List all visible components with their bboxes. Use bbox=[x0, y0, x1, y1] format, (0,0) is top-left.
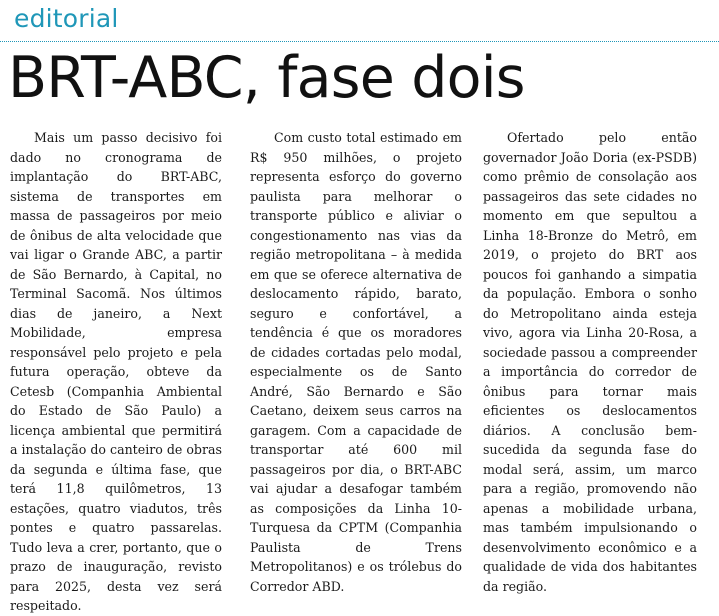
section-label: editorial bbox=[14, 4, 119, 33]
section-divider bbox=[0, 41, 719, 42]
article-column-2: Com custo total estimado em R$ 950 milhões, o projeto representa esforço do governo paulista para melhorar o transporte público e aliviar o congestionamento nas vias da região metropolitana – à medida em que se oferece alternativa de deslocamento rápido, barato, seguro e confortável, a tendência é que os moradores de cidades cortadas pelo modal, especialmente os de Santo André, São Bernardo e São Caetano, deixem seus carros na garagem. Com a capacidade de transportar até 600 mil passageiros por dia, o BRT-ABC vai ajudar a desafogar também as composições da Linha 10-Turquesa da CPTM (Companhia Paulista de Trens Metropolitanos) e os trólebus do Corredor ABD. bbox=[250, 130, 462, 594]
headline: BRT-ABC, fase dois bbox=[8, 45, 525, 111]
article-column-1: Mais um passo decisivo foi dado no cronograma de implantação do BRT-ABC, sistema de transportes em massa de passageiros por meio de ônibus de alta velocidade que vai ligar o Grande ABC, a partir de São Bernardo, à Capital, no Terminal Sacomã. Nos últimos dias de janeiro, a Next Mobilidade, empresa responsável pelo projeto e pela futura operação, obteve da Cetesb (Companhia Ambiental do Estado de São Paulo) a licença ambiental que permitirá a instalação do canteiro de obras da segunda e última fase, que terá 11,8 quilômetros, 13 estações, quatro viadutos, três pontes e quatro passarelas. Tudo leva a crer, portanto, que o prazo de inauguração, revisto para 2025, desta vez será respeitado. bbox=[10, 130, 222, 613]
article-column-3: Ofertado pelo então governador João Doria (ex-PSDB) como prêmio de consolação aos passageiros das sete cidades no momento em que sepultou a Linha 18-Bronze do Metrô, em 2019, o projeto do BRT aos poucos foi ganhando a simpatia da população. Embora o sonho do Metropolitano ainda esteja vivo, agora via Linha 20-Rosa, a sociedade passou a compreender a importância do corredor de ônibus para tornar mais eficientes os deslocamentos diários. A conclusão bem-sucedida da segunda fase do modal será, assim, um marco para a região, promovendo não apenas a mobilidade urbana, mas também impulsionando o desenvolvimento econômico e a qualidade de vida dos habitantes da região. bbox=[483, 130, 697, 594]
